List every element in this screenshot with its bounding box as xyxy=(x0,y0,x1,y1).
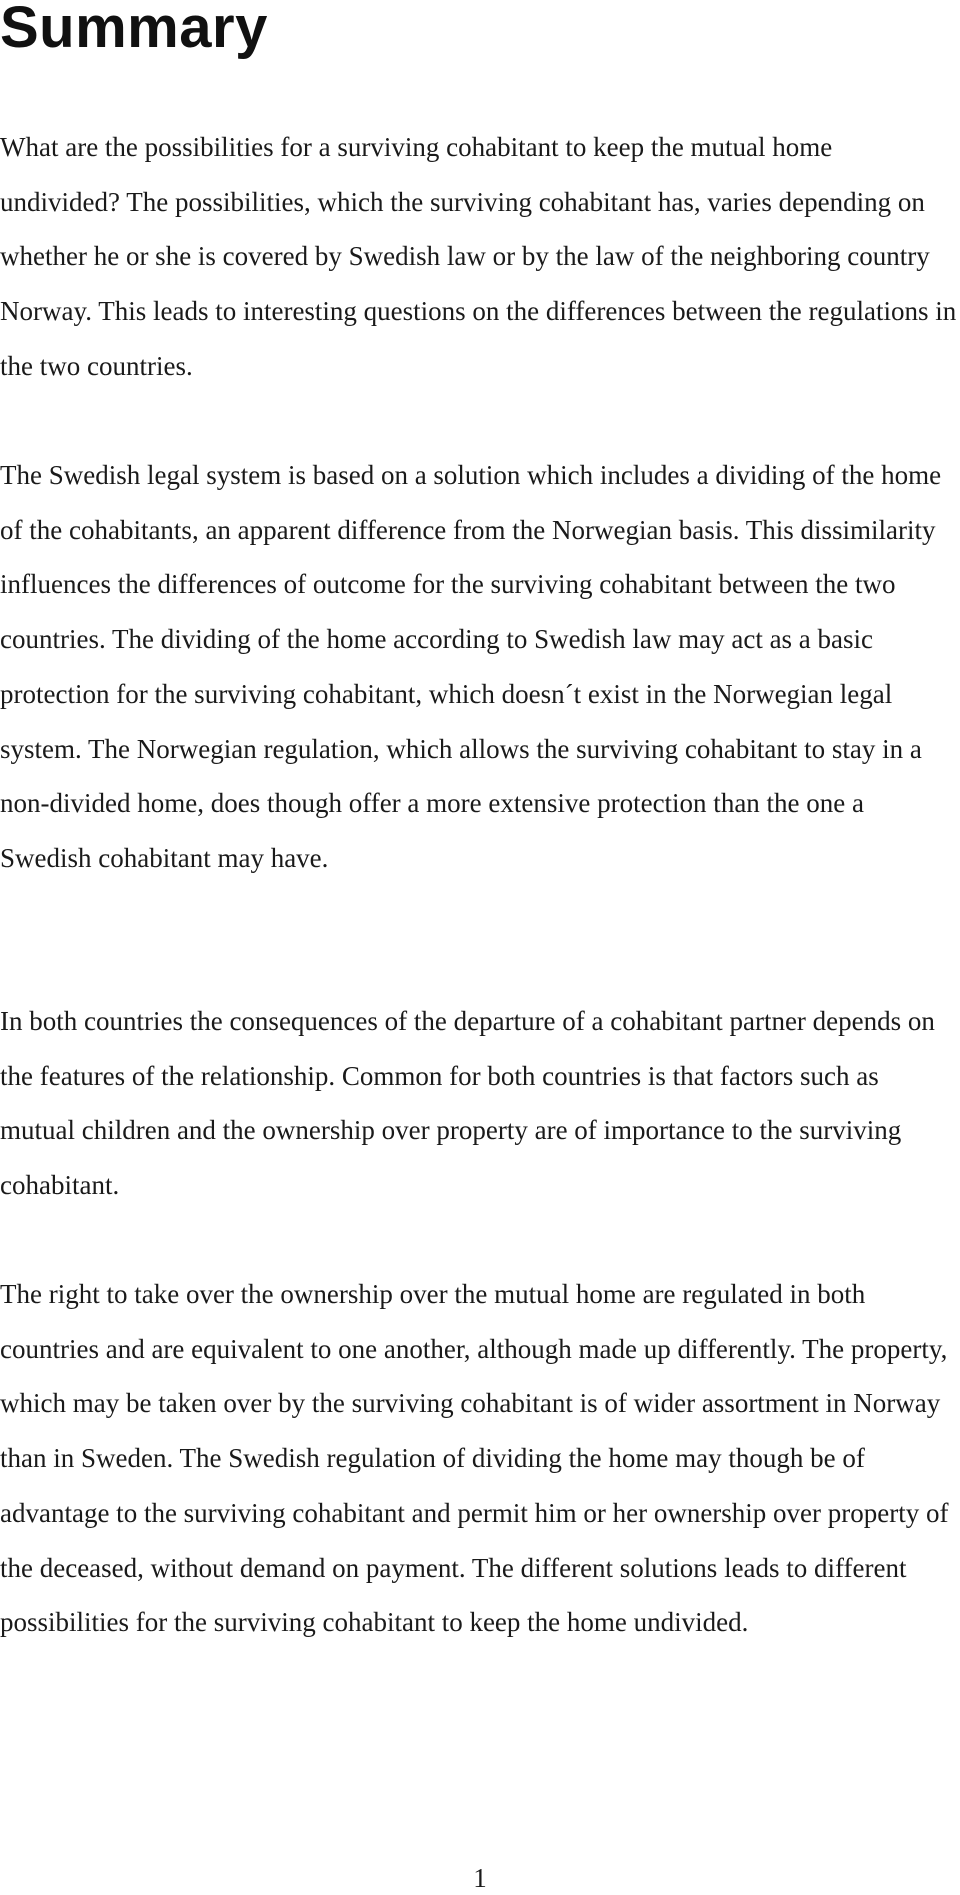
summary-paragraph-4: The right to take over the ownership over the mutual home are regulated in both countries and are equivalent to one another, although made up differently. The property, which may be taken over by the surviving cohabitant is of wider assortment in Norway than in Sweden. The Swedish regulation of dividing the home may though be of advantage to the surviving cohabitant and permit him or her ownership over property of the deceased, without demand on payment. The different solutions leads to different possibilities for the surviving cohabitant to keep the home undivided. xyxy=(0,1279,949,1638)
summary-paragraph-3: In both countries the consequences of the departure of a cohabitant partner depends on the features of the relationship. Common for both countries is that factors such as mutual children and the ownership over property are of importance to the surviving cohabitant. xyxy=(0,1006,935,1201)
summary-paragraph-1: What are the possibilities for a surviving cohabitant to keep the mutual home undivided? The possibilities, which the surviving cohabitant has, varies depending on whether he or she is covered by Swedish law or by the law of the neighboring country Norway. This leads to interesting questions on the differences between the regulations in the two countries. xyxy=(0,132,957,381)
summary-paragraph-2: The Swedish legal system is based on a solution which includes a dividing of the home of the cohabitants, an apparent difference from the Norwegian basis. This dissimilarity influences the differences of outcome for the surviving cohabitant between the two countries. The dividing of the home according to Swedish law may act as a basic protection for the surviving cohabitant, which doesn´t exist in the Norwegian legal system. The Norwegian regulation, which allows the surviving cohabitant to stay in a non-divided home, does though offer a more extensive protection than the one a Swedish cohabitant may have. xyxy=(0,460,942,873)
page-number: 1 xyxy=(473,1863,487,1893)
page-title: Summary xyxy=(0,0,268,60)
